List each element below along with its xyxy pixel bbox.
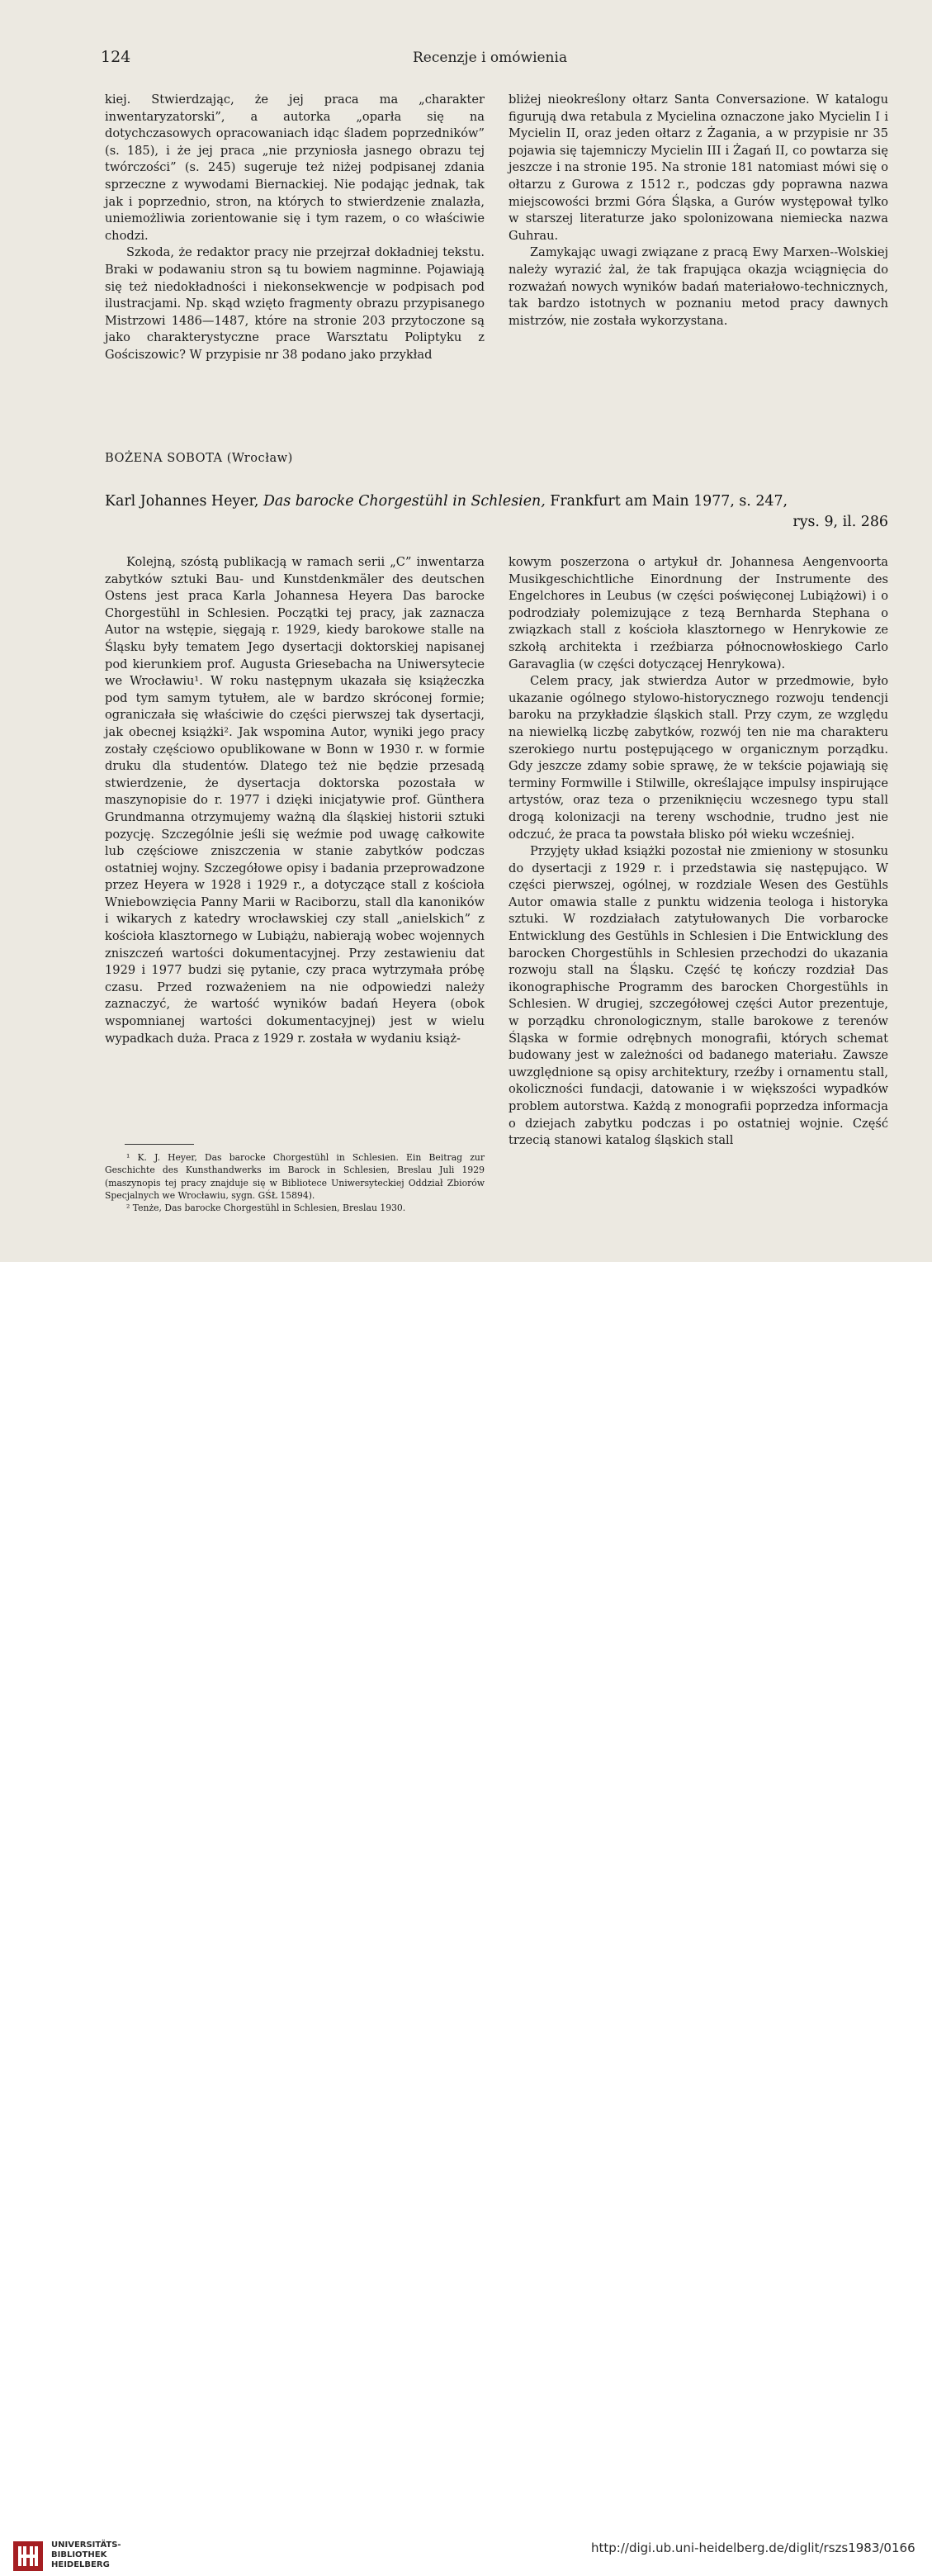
- column-right-bottom: [509, 554, 888, 1150]
- footnote: ² Tenże, Das barocke Chorgestühl in Schlesien, Breslau 1930.: [126, 1203, 406, 1214]
- reviewer-signature: BOŻENA SOBOTA (Wrocław): [105, 451, 293, 465]
- paragraph: kiej. Stwierdzając, że jej praca ma „charakter inwentaryzatorski”, a autorka „oparła się na dotychczasowych opracowaniach idąc śladem poprzedników” (s. 185), i że jej praca „nie przyniosła jasnego obrazu tej twórczości” (s. 245) sugeruje też niżej podpisanej zdania sprzeczne z wywodami Biernackiej. Nie podając jednak, tak jak i poprzednio, stron, na których to stwierdzenie znalazła, uniemożliwia zorientowanie się i tym razem, o co właściwie chodzi.: [105, 93, 485, 243]
- footnote-rule: [125, 1144, 194, 1145]
- column-right-top: [509, 92, 888, 330]
- review-author: Karl Johannes Heyer,: [105, 493, 259, 510]
- paragraph: bliżej nieokreślony ołtarz Santa Conversazione. W katalogu figurują dwa retabula z Mycielina oznaczone jako Mycielin I i Mycielin II, oraz jeden ołtarz z Żagania, a w przypisie nr 35 pojawia się tajemniczy Mycielin III i Żagań II, co powtarza się jeszcze i na stronie 195. Na stronie 181 natomiast mówi się o ołtarzu z Gurowa z 1512 r., podczas gdy poprawna nazwa miejscowości brzmi Góra Śląska, a Gurów występował tylko w starszej literaturze jako spolonizowana niemiecka nazwa Guhrau.: [509, 93, 888, 243]
- library-name: UNIVERSITÄTS- BIBLIOTHEK HEIDELBERG: [51, 2540, 121, 2569]
- review-book-title: Das barocke Chorgestühl in Schlesien,: [263, 493, 546, 510]
- paragraph: Kolejną, szóstą publikacją w ramach serii „C” inwentarza zabytków sztuki Bau- und Kunstdenkmäler des deutschen Ostens jest praca Karla Johannesa Heyera Das barocke Chorgestühl in Schlesien. Początki tej pracy, jak zaznacza Autor na wstępie, sięgają r. 1929, kiedy barokowe stalle na Śląsku były tematem Jego dysertacji doktorskiej napisanej pod kierunkiem prof. Augusta Griesebacha na Uniwersytecie we Wrocławiu¹. W roku następnym ukazała się książeczka pod tym samym tytułem, ale w bardzo skróconej formie; ograniczała się właściwie do części pierwszej tak dysertacji, jak obecnej książki². Jak wspomina Autor, wyniki jego pracy zostały częściowo opublikowane w Bonn w 1930 r. w formie druku dla studentów. Dlatego też nie będzie przesadą stwierdzenie, że dysertacja doktorska pozostała w maszynopisie do r. 1977 i dzięki inicjatywie prof. Günthera Grundmanna otrzymujemy ważną dla śląskiej historii sztuki pozycję. Szczególnie jeśli się weźmie pod uwagę całkowite lub częściowe zniszczenia w stanie zabytków podczas ostatniej wojny. Szczegółowe opisy i badania przeprowadzone przez Heyera w 1928 i 1929 r., a dotyczące stall z kościoła Wniebowzięcia Panny Marii w Raciborzu, stall dla kanoników i wikarych z katedry wrocławskiej czy stall „anielskich” z kościoła klasztornego w Lubiążu, nabierają wobec wojennych zniszczeń wartości dokumentacyjnej. Przy zestawieniu dat 1929 i 1977 budzi się pytanie, czy praca wytrzymała próbę czasu. Przed rozważeniem na nie odpowiedzi należy zaznaczyć, że wartość wyników badań Heyera (obok wspomnianej wartości dokumentacyjnej) jest w wielu wypadkach duża. Praca z 1929 r. została w wydaniu książ-: [105, 555, 485, 1046]
- paragraph: Celem pracy, jak stwierdza Autor w przedmowie, było ukazanie ogólnego stylowo-historycznego rozwoju tendencji baroku na przykładzie śląskich stall. Przy czym, ze względu na niewielką liczbę zabytków, rozwój ten nie ma charakteru szerokiego nurtu postępującego w organicznym porządku. Gdy jeszcze zdamy sobie sprawę, że w tekście pojawiają się terminy Formwille i Stilwille, określające impulsy inspirujące artystów, oraz teza o przeniknięciu wczesnego typu stall drogą kolonizacji na tereny wschodnie, trudno jest nie odczuć, że praca ta powstała blisko pół wieku wcześniej.: [509, 674, 888, 842]
- column-left-bottom: [105, 554, 485, 1047]
- scanned-page: [0, 0, 932, 1262]
- page-number: 124: [101, 48, 131, 66]
- footnotes: [105, 1151, 485, 1214]
- review-heading: [105, 491, 888, 533]
- review-publication: Frankfurt am Main 1977, s. 247,: [550, 493, 788, 510]
- column-left-top: [105, 92, 485, 364]
- running-title: Recenzje i omówienia: [413, 50, 568, 66]
- paragraph: Zamykając uwagi związane z pracą Ewy Marxen--Wolskiej należy wyrazić żal, że tak frapująca okazja wciągnięcia do rozważań nowych wyników badań materiałowo-technicznych, tak bardzo istotnych w poznaniu metod pracy dawnych mistrzów, nie została wykorzystana.: [509, 245, 888, 328]
- paragraph: Przyjęty układ książki pozostał nie zmieniony w stosunku do dysertacji z 1929 r. i przedstawia się następująco. W części pierwszej, ogólnej, w rozdziale Wesen des Gestühls Autor omawia stalle z punktu widzenia teologa i historyka sztuki. W rozdziałach zatytułowanych Die vorbarocke Entwicklung des Gestühls in Schlesien i Die Entwicklung des barocken Chorgestühls in Schlesien przechodzi do ukazania rozwoju stall na Śląsku. Część tę kończy rozdział Das ikonographische Programm des barocken Chorgestühls in Schlesien. W drugiej, szczegółowej części Autor prezentuje, w porządku chronologicznym, stalle barokowe z terenów Śląska w formie odrębnych monografii, których schemat budowany jest w zależności od badanego materiału. Zawsze uwzględnione są opisy architektury, rzeźby i ornamentu stall, okoliczności fundacji, datowanie i w większości wypadków problem autorstwa. Każdą z monografii poprzedza informacja o dziejach zabytku podczas i po ostatniej wojnie. Część trzecią stanowi katalog śląskich stall: [509, 844, 888, 1148]
- source-url-link[interactable]: http://digi.ub.uni-heidelberg.de/diglit/rszs1983/0166: [591, 2540, 915, 2555]
- footnote: ¹ K. J. Heyer, Das barocke Chorgestühl in Schlesien. Ein Beitrag zur Geschichte des Kunsthandwerks im Barock in Schlesien, Breslau Juli 1929 (maszynopis tej pracy znajduje się w Bibliotece Uniwersyteckiej Oddział Zbiorów Specjalnych we Wrocławiu, sygn. GŚŁ 15894).: [105, 1152, 485, 1201]
- library-logo-icon: [12, 2540, 45, 2576]
- paragraph: Szkoda, że redaktor pracy nie przejrzał dokładniej tekstu. Braki w podawaniu stron są tu bowiem nagminne. Pojawiają się też niedokładności i niekonsekwencje w podpisach pod ilustracjami. Np. skąd wzięto fragmenty obrazu przypisanego Mistrzowi 1486—1487, które na stronie 203 przytoczone są jako charakterystyczne prace Warsztatu Poliptyku z Gościszowic? W przypisie nr 38 podano jako przykład: [105, 245, 485, 362]
- review-extent: rys. 9, il. 286: [792, 514, 888, 530]
- paragraph: kowym poszerzona o artykuł dr. Johannesa Aengenvoorta Musikgeschichtliche Einordnung der Instrumente des Engelchores in Leubus (w części poświęconej Lubiążowi) i o podrodziały polemizujące z tezą Bernharda Stephana o związkach stall z kościoła klasztornego w Henrykowie ze szkołą architekta i rzeźbiarza północnowłoskiego Carlo Garavaglia (w części dotyczącej Henrykowa).: [509, 555, 888, 671]
- footer: [0, 1262, 932, 2569]
